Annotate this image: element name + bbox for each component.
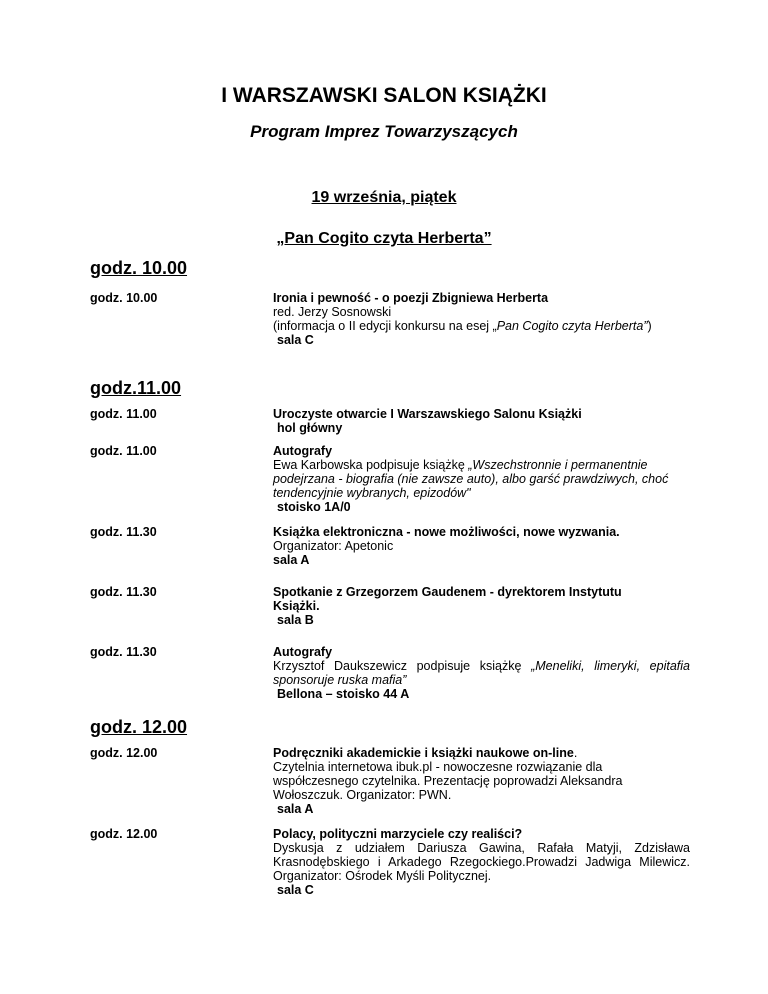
row-description: [273, 585, 690, 627]
row-place: sala C: [277, 333, 314, 347]
row-place: sala C: [277, 883, 314, 897]
section-heading-10: godz. 10.00: [90, 258, 188, 278]
row-title: Podręczniki akademickie i książki naukowe on-line: [273, 746, 574, 760]
row-detail: red. Jerzy Sosnowski: [273, 305, 392, 319]
row-place: Bellona – stoisko 44 A: [277, 687, 410, 701]
row-description: [273, 746, 690, 816]
row-place: sala B: [277, 613, 314, 627]
row-detail: Dyskusja z udziałem Dariusza Gawina, Rafała Matyji, Zdzisława Krasnodębskiego i Arkadego Rzegockiego.Prowadzi Jadwiga Milewicz. Organizator: Ośrodek Myśli Politycznej.: [273, 841, 690, 883]
row-description: [273, 827, 690, 897]
row-title: Autografy: [273, 444, 333, 458]
row-detail-italic: Pan Cogito czyta Herberta”: [496, 319, 648, 333]
event-date: 19 września, piątek: [311, 189, 457, 206]
row-place: hol główny: [277, 421, 343, 435]
row-title: Autografy: [273, 645, 333, 659]
row-title: Uroczyste otwarcie I Warszawskiego Salonu Książki: [273, 407, 582, 421]
row-description: [273, 407, 690, 435]
row-detail-text: Krzysztof Daukszewicz podpisuje książkę: [273, 659, 532, 673]
row-title: Polacy, polityczni marzyciele czy realiści?: [273, 827, 523, 841]
row-time: godz. 11.30: [90, 525, 157, 539]
row-detail: Organizator: Apetonic: [273, 539, 394, 553]
row-place: stoisko 1A/0: [277, 500, 351, 514]
row-detail: [273, 319, 690, 333]
row-detail-italic: „Wszechstronnie i permanentnie podejrzana - biografia (nie zawsze auto), albo garść prawdziwych, choć tendencyjnie wybranych, epizodów": [273, 458, 669, 500]
row-title: Spotkanie z Grzegorzem Gaudenem - dyrektorem Instytutu Książki.: [273, 585, 622, 613]
row-detail-text: Ewa Karbowska podpisuje książkę: [273, 458, 469, 472]
row-detail-text: (informacja o II edycji konkursu na esej „: [273, 319, 497, 333]
section-heading-12: godz. 12.00: [90, 717, 188, 737]
row-description: [273, 645, 690, 701]
row-detail-italic: „Meneliki, limeryki, epitafia sponsoruje ruska mafia”: [273, 659, 690, 687]
row-title: Książka elektroniczna - nowe możliwości, nowe wyzwania.: [273, 525, 620, 539]
page-subtitle: Program Imprez Towarzyszących: [250, 122, 518, 141]
row-time: godz. 11.00: [90, 407, 157, 421]
row-description: [273, 525, 690, 567]
row-title: Ironia i pewność - o poezji Zbigniewa Herberta: [273, 291, 549, 305]
row-detail: [273, 458, 690, 500]
row-description: [273, 444, 690, 514]
row-time: godz. 10.00: [90, 291, 158, 305]
row-description: [273, 291, 690, 347]
row-detail: Czytelnia internetowa ibuk.pl - nowoczesne rozwiązanie dla współczesnego czytelnika. Prezentację poprowadzi Aleksandra Wołoszczuk. Organizator: PWN.: [273, 760, 623, 802]
row-time: godz. 12.00: [90, 827, 158, 841]
row-detail-text: ): [647, 319, 652, 333]
row-place: sala A: [273, 553, 310, 567]
event-title: „Pan Cogito czyta Herberta”: [276, 230, 492, 247]
row-place: sala A: [277, 802, 314, 816]
row-title-suffix: .: [573, 746, 578, 760]
row-time: godz. 11.30: [90, 585, 157, 599]
row-time: godz. 11.30: [90, 645, 157, 659]
row-time: godz. 11.00: [90, 444, 157, 458]
row-detail: [273, 659, 690, 687]
row-time: godz. 12.00: [90, 746, 158, 760]
page-title: I WARSZAWSKI SALON KSIĄŻKI: [221, 84, 547, 107]
row-title-line: [273, 746, 690, 760]
section-heading-11: godz.11.00: [90, 378, 182, 398]
